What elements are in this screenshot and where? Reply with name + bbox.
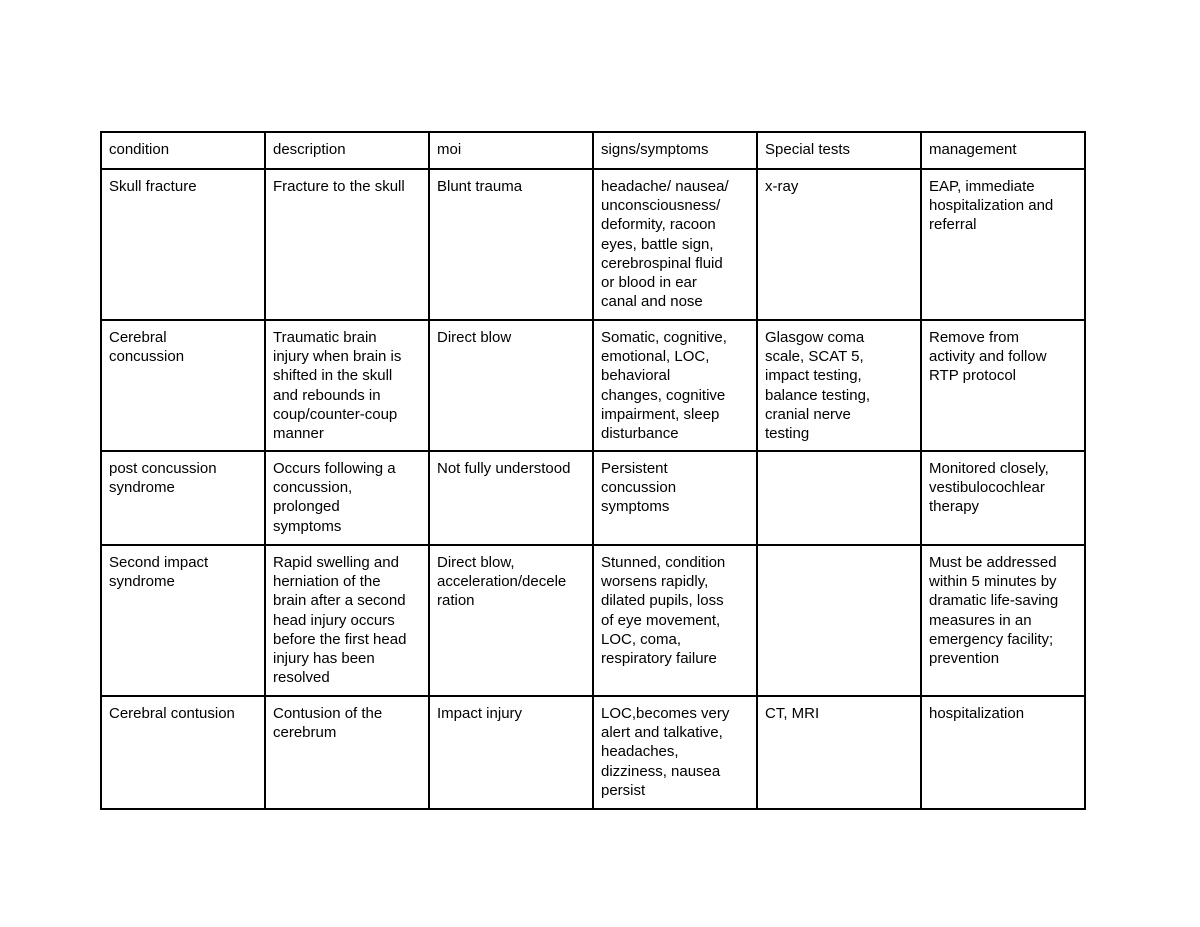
table-header-row xyxy=(101,132,1085,169)
cell-special-tests xyxy=(757,545,921,696)
table-row xyxy=(101,169,1085,320)
cell-management: Must be addressed within 5 minutes by dramatic life-saving measures in an emergency facility; prevention xyxy=(921,545,1085,696)
cell-description: Traumatic brain injury when brain is shifted in the skull and rebounds in coup/counter-coup manner xyxy=(265,320,429,451)
cell-moi: Not fully understood xyxy=(429,451,593,545)
cell-management: Monitored closely, vestibulocochlear therapy xyxy=(921,451,1085,545)
cell-signs-symptoms: Somatic, cognitive, emotional, LOC, behavioral changes, cognitive impairment, sleep disturbance xyxy=(593,320,757,451)
cell-management: hospitalization xyxy=(921,696,1085,809)
cell-moi: Blunt trauma xyxy=(429,169,593,320)
table-row xyxy=(101,451,1085,545)
cell-moi: Direct blow xyxy=(429,320,593,451)
cell-condition: Cerebral contusion xyxy=(101,696,265,809)
cell-condition: Cerebral concussion xyxy=(101,320,265,451)
cell-description: Rapid swelling and herniation of the brain after a second head injury occurs before the first head injury has been resolved xyxy=(265,545,429,696)
cell-signs-symptoms: Stunned, condition worsens rapidly, dilated pupils, loss of eye movement, LOC, coma, respiratory failure xyxy=(593,545,757,696)
cell-description: Fracture to the skull xyxy=(265,169,429,320)
cell-description: Occurs following a concussion, prolonged symptoms xyxy=(265,451,429,545)
head-injury-conditions-table xyxy=(100,131,1086,810)
header-cell-moi: moi xyxy=(429,132,593,169)
cell-condition: post concussion syndrome xyxy=(101,451,265,545)
header-cell-description: description xyxy=(265,132,429,169)
header-cell-management: management xyxy=(921,132,1085,169)
table-row xyxy=(101,545,1085,696)
header-cell-condition: condition xyxy=(101,132,265,169)
cell-management: Remove from activity and follow RTP protocol xyxy=(921,320,1085,451)
cell-condition: Skull fracture xyxy=(101,169,265,320)
cell-special-tests: x-ray xyxy=(757,169,921,320)
cell-moi: Direct blow, acceleration/decele ration xyxy=(429,545,593,696)
table-row xyxy=(101,320,1085,451)
cell-management: EAP, immediate hospitalization and referral xyxy=(921,169,1085,320)
cell-special-tests: Glasgow coma scale, SCAT 5, impact testing, balance testing, cranial nerve testing xyxy=(757,320,921,451)
header-cell-special-tests: Special tests xyxy=(757,132,921,169)
cell-signs-symptoms: headache/ nausea/ unconsciousness/ deformity, racoon eyes, battle sign, cerebrospinal fluid or blood in ear canal and nose xyxy=(593,169,757,320)
cell-special-tests: CT, MRI xyxy=(757,696,921,809)
cell-signs-symptoms: Persistent concussion symptoms xyxy=(593,451,757,545)
cell-description: Contusion of the cerebrum xyxy=(265,696,429,809)
cell-signs-symptoms: LOC,becomes very alert and talkative, headaches, dizziness, nausea persist xyxy=(593,696,757,809)
cell-special-tests xyxy=(757,451,921,545)
table-row xyxy=(101,696,1085,809)
header-cell-signs-symptoms: signs/symptoms xyxy=(593,132,757,169)
cell-moi: Impact injury xyxy=(429,696,593,809)
cell-condition: Second impact syndrome xyxy=(101,545,265,696)
